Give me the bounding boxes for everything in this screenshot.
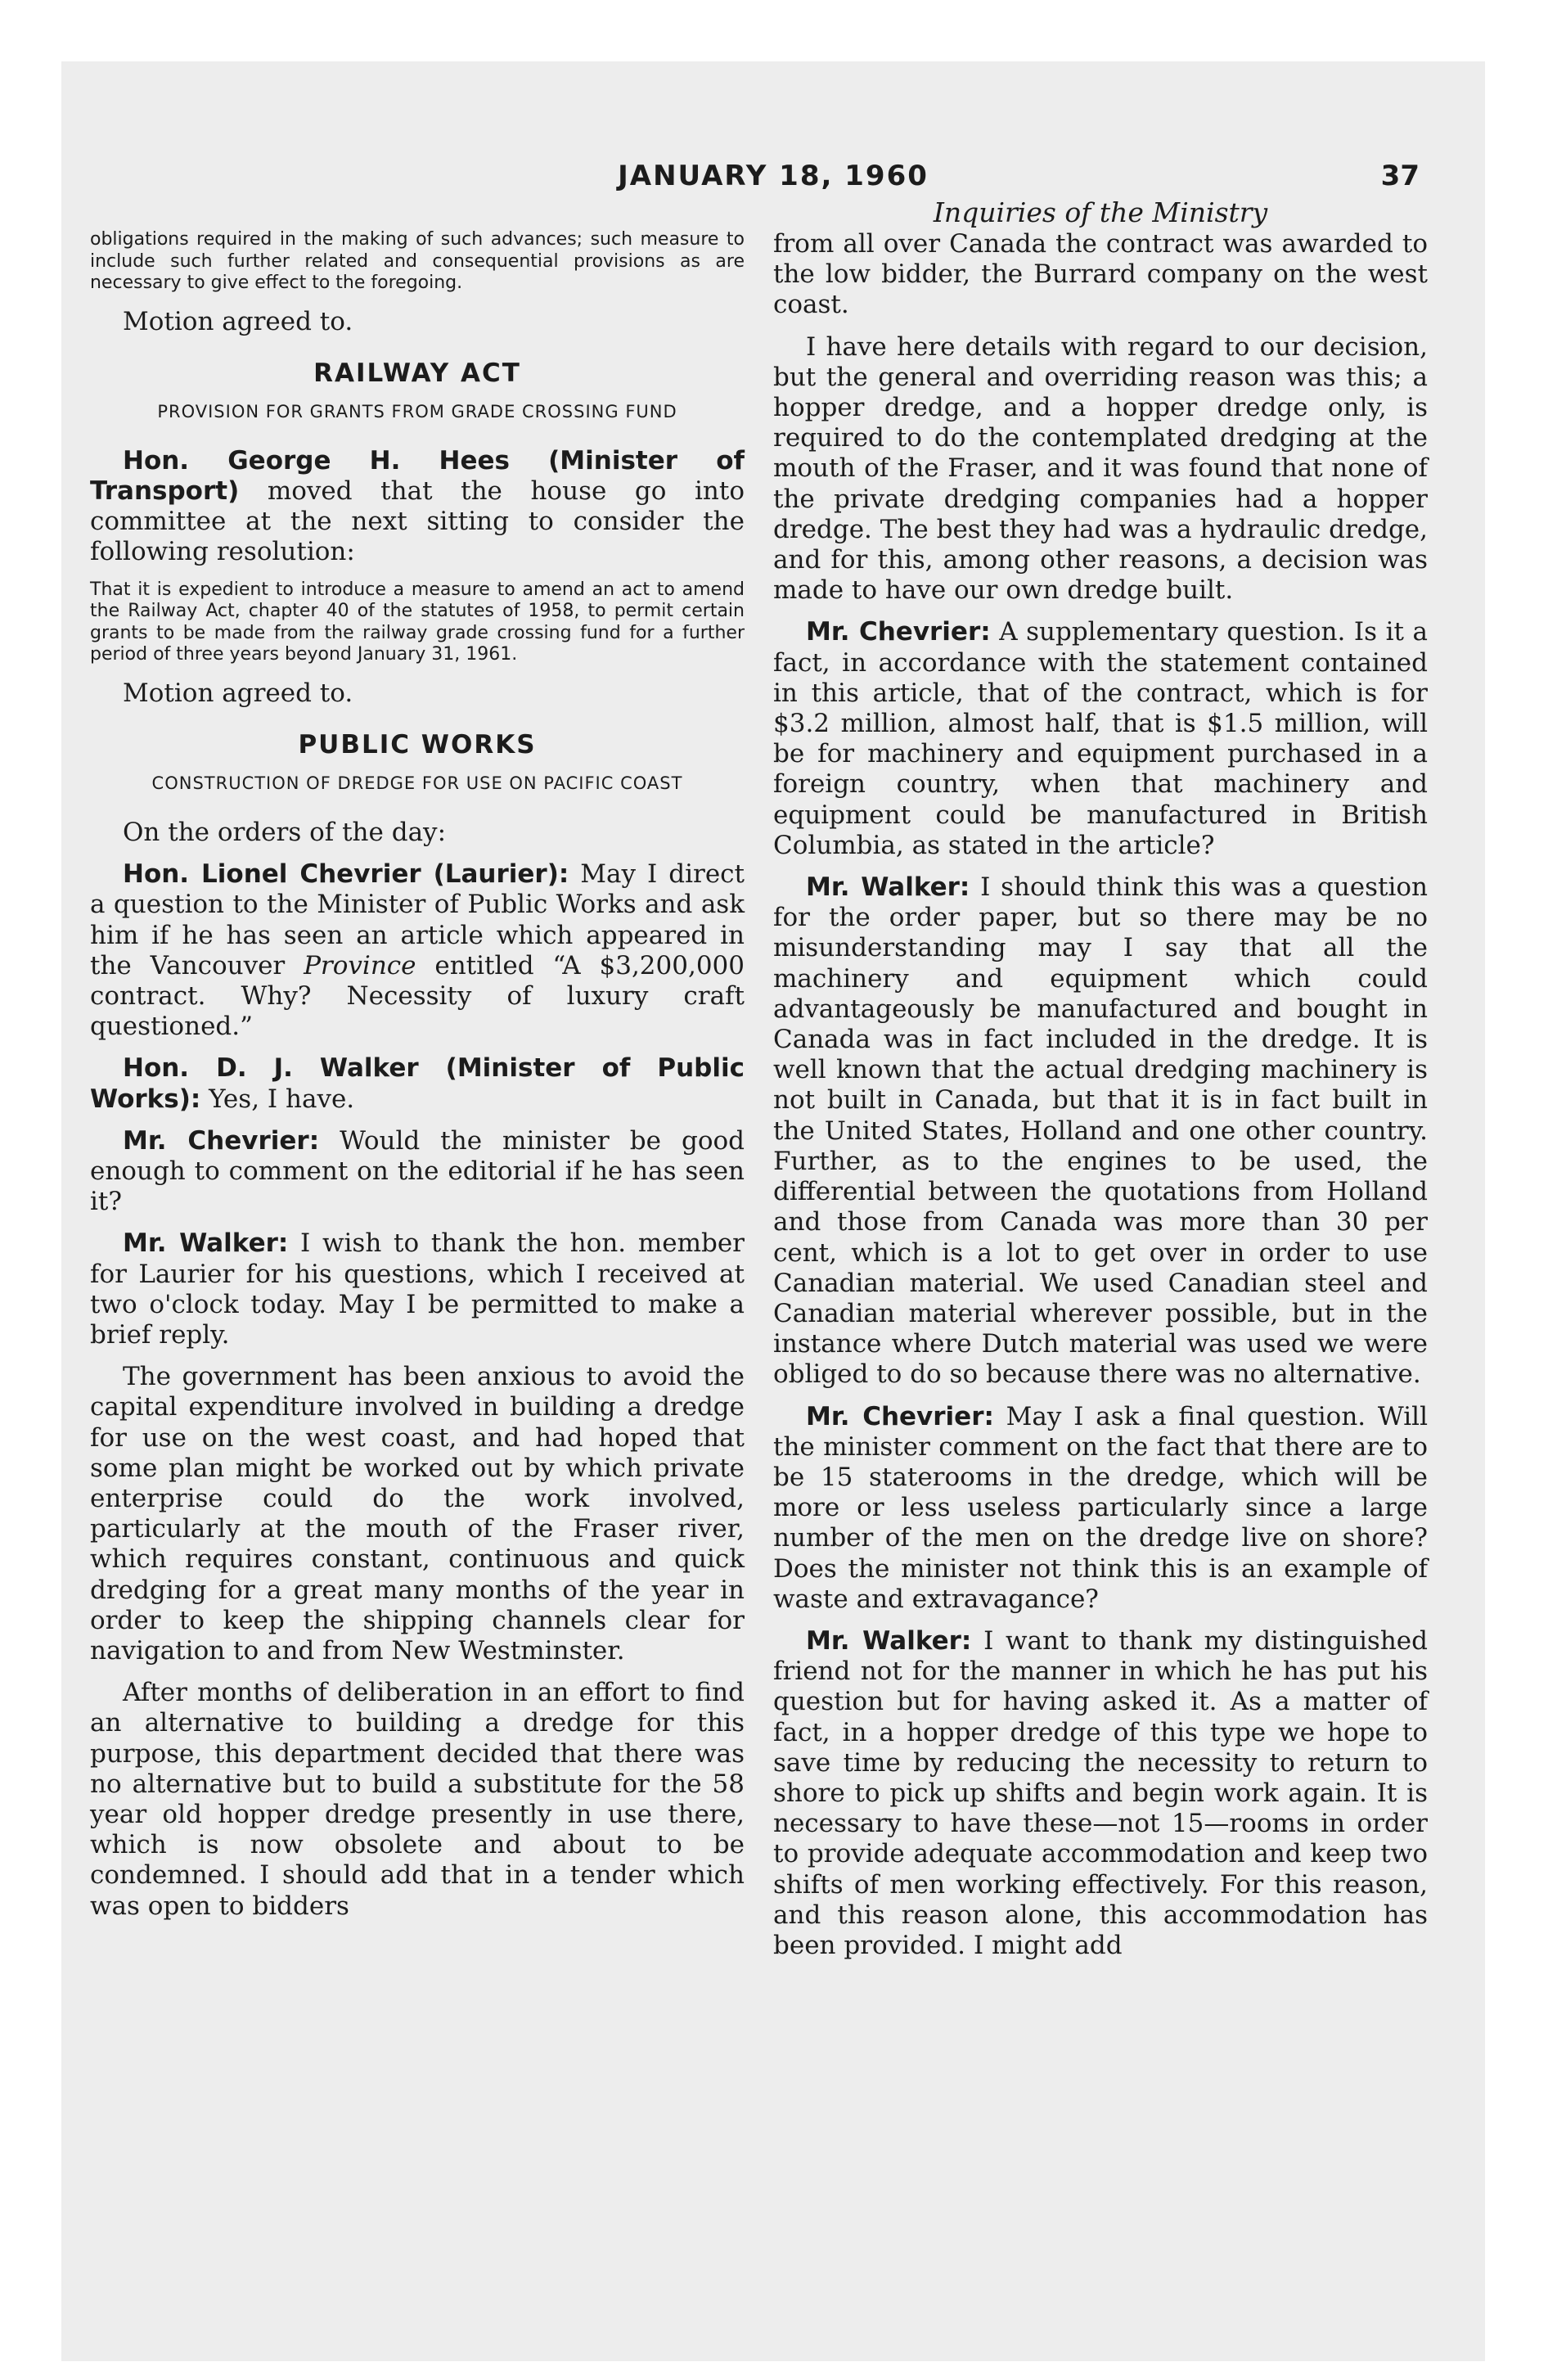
speech-text: I should think this was a question for the order paper, but so there may be no misunderstanding may I say that all the machinery and equipment which could advantageously be manufactured and bought in Canada was in fact included in the dredge. It is well known that the actual dredging machinery is not built in Canada, but that it is in fact built in the United States, Holland and one other country. Further, as to the engines to be used, the differential between the quotations from Holland and those from Canada was more than 30 per cent, which is a lot to get over in order to use Canadian material. We used Canadian steel and Canadian material wherever possible, but in the instance where Dutch material was used we were obliged to do so because there was no alternative. xyxy=(773,872,1428,1390)
left-column-spacer xyxy=(90,196,745,229)
resolution-text: That it is expedient to introduce a measure to amend an act to amend the Railway Act, chapter 40 of the statutes of 1958, to permit certain grants to be made from the railway grade crossing fund for a further period of three years beyond January 31, 1961. xyxy=(90,579,745,665)
speech-text: moved that the house go into committee at the next sitting to consider the following resolution: xyxy=(90,476,745,567)
speech-walker xyxy=(773,1626,1428,1961)
speaker-name: Hon. Lionel Chevrier (Laurier): xyxy=(123,859,569,890)
speaker-name: Mr. Walker: xyxy=(806,1625,972,1656)
page-number: 37 xyxy=(1380,160,1420,192)
speech-walker xyxy=(773,872,1428,1390)
paragraph-government: The government has been anxious to avoid the capital expenditure involved in building a dredge for use on the west coast, and had hoped that some plan might be worked out by which private enterprise could do the work involved, particularly at the mouth of the Fraser river, which requires constant, continuous and quick dredging for a great many months of the year in order to keep the shipping channels clear for navigation to and from New Westminster. xyxy=(90,1362,745,1666)
paragraph-from-all-over: from all over Canada the contract was awarded to the low bidder, the Burrard company on the west coast. xyxy=(773,229,1428,320)
speaker-name: Mr. Walker: xyxy=(123,1228,289,1259)
speech-walker xyxy=(90,1053,745,1114)
speech-chevrier xyxy=(773,1402,1428,1615)
speech-text: I wish to thank the hon. member for Laurier for his questions, which I received at two o'clock today. May I be permitted to make a brief reply. xyxy=(90,1228,745,1350)
speech-chevrier xyxy=(773,617,1428,861)
speech-text: Yes, I have. xyxy=(200,1084,355,1114)
speech-walker xyxy=(90,1228,745,1350)
speech-text: May I direct a question to the Minister of Public Works and ask him if he has seen an article which appeared in the Vancouver xyxy=(90,859,745,980)
speaker-name: Mr. Chevrier: xyxy=(806,1401,994,1431)
speech-text: entitled “A $3,200,000 contract. Why? Necessity of luxury craft questioned.” xyxy=(90,950,745,1042)
speech-text: May I ask a final question. Will the minister comment on the fact that there are to be 15 staterooms in the dredge, which will be more or less useless particularly since a large number of the men on the dredge live on shore? Does the minister not think this is an example of waste and extravagance? xyxy=(773,1401,1428,1614)
paragraph-obligations: obligations required in the making of such advances; such measure to include such further related and consequential provisions as are necessary to give effect to the foregoing. xyxy=(90,229,745,294)
speech-chevrier xyxy=(90,859,745,1042)
section-heading-railway-act: RAILWAY ACT xyxy=(313,358,521,388)
speaker-name: Hon. George H. Hees (Minister of Transport) xyxy=(90,445,745,506)
section-heading-public-works: PUBLIC WORKS xyxy=(298,729,537,760)
page-header xyxy=(61,160,1485,196)
header-date: JANUARY 18, 1960 xyxy=(618,160,929,192)
speech-text: I want to thank my distinguished friend not for the manner in which he has put his question but for having asked it. As a matter of fact, in a hopper dredge of this type we hope to save time by reducing the necessity to return to shore to pick up shifts and begin work again. It is necessary to have these—not 15—rooms in order to provide adequate accommodation and keep two shifts of men working effectively. For this reason, and this reason alone, this accommodation has been provided. I might add xyxy=(773,1625,1428,1960)
orders-of-the-day: On the orders of the day: xyxy=(123,817,447,847)
speaker-name: Hon. D. J. Walker (Minister of Public Works): xyxy=(90,1053,745,1114)
speech-text: Would the minister be good enough to comment on the editorial if he has seen it? xyxy=(90,1125,745,1217)
speech-hees xyxy=(90,446,745,568)
subheading-dredge: CONSTRUCTION OF DREDGE FOR USE ON PACIFIC COAST xyxy=(151,773,683,793)
motion-agreed: Motion agreed to. xyxy=(123,306,353,336)
paragraph-after-months: After months of deliberation in an effort to find an alternative to building a dredge for this purpose, this department decided that there was no alternative but to build a substitute for the 58 year old hopper dredge presently in use there, which is now obsolete and about to be condemned. I should add that in a tender which was open to bidders xyxy=(90,1678,745,1921)
speech-chevrier xyxy=(90,1126,745,1218)
subheading-grade-crossing: PROVISION FOR GRANTS FROM GRADE CROSSING FUND xyxy=(157,401,677,421)
left-column xyxy=(90,196,745,1933)
speech-text: A supplementary question. Is it a fact, in accordance with the statement contained in this article, that of the contract, which is for $3.2 million, almost half, that is $1.5 million, will be for machinery and equipment purchased in a foreign country, when that machinery and equipment could be manufactured in British Columbia, as stated in the article? xyxy=(773,617,1428,860)
speaker-name: Mr. Chevrier: xyxy=(806,617,991,647)
right-column xyxy=(773,196,1428,1972)
speaker-name: Mr. Chevrier: xyxy=(123,1125,320,1156)
motion-agreed: Motion agreed to. xyxy=(123,678,353,708)
newspaper-name: Province xyxy=(304,950,416,980)
speaker-name: Mr. Walker: xyxy=(806,872,970,903)
running-head: Inquiries of the Ministry xyxy=(933,196,1268,228)
paragraph-details: I have here details with regard to our decision, but the general and overriding reason was this; a hopper dredge, and a hopper dredge only, is required to do the contemplated dredging at the mouth of the Fraser, and it was found that none of the private dredging companies had a hopper dredge. The best they had was a hydraulic dredge, and for this, among other reasons, a decision was made to have our own dredge built. xyxy=(773,331,1428,606)
